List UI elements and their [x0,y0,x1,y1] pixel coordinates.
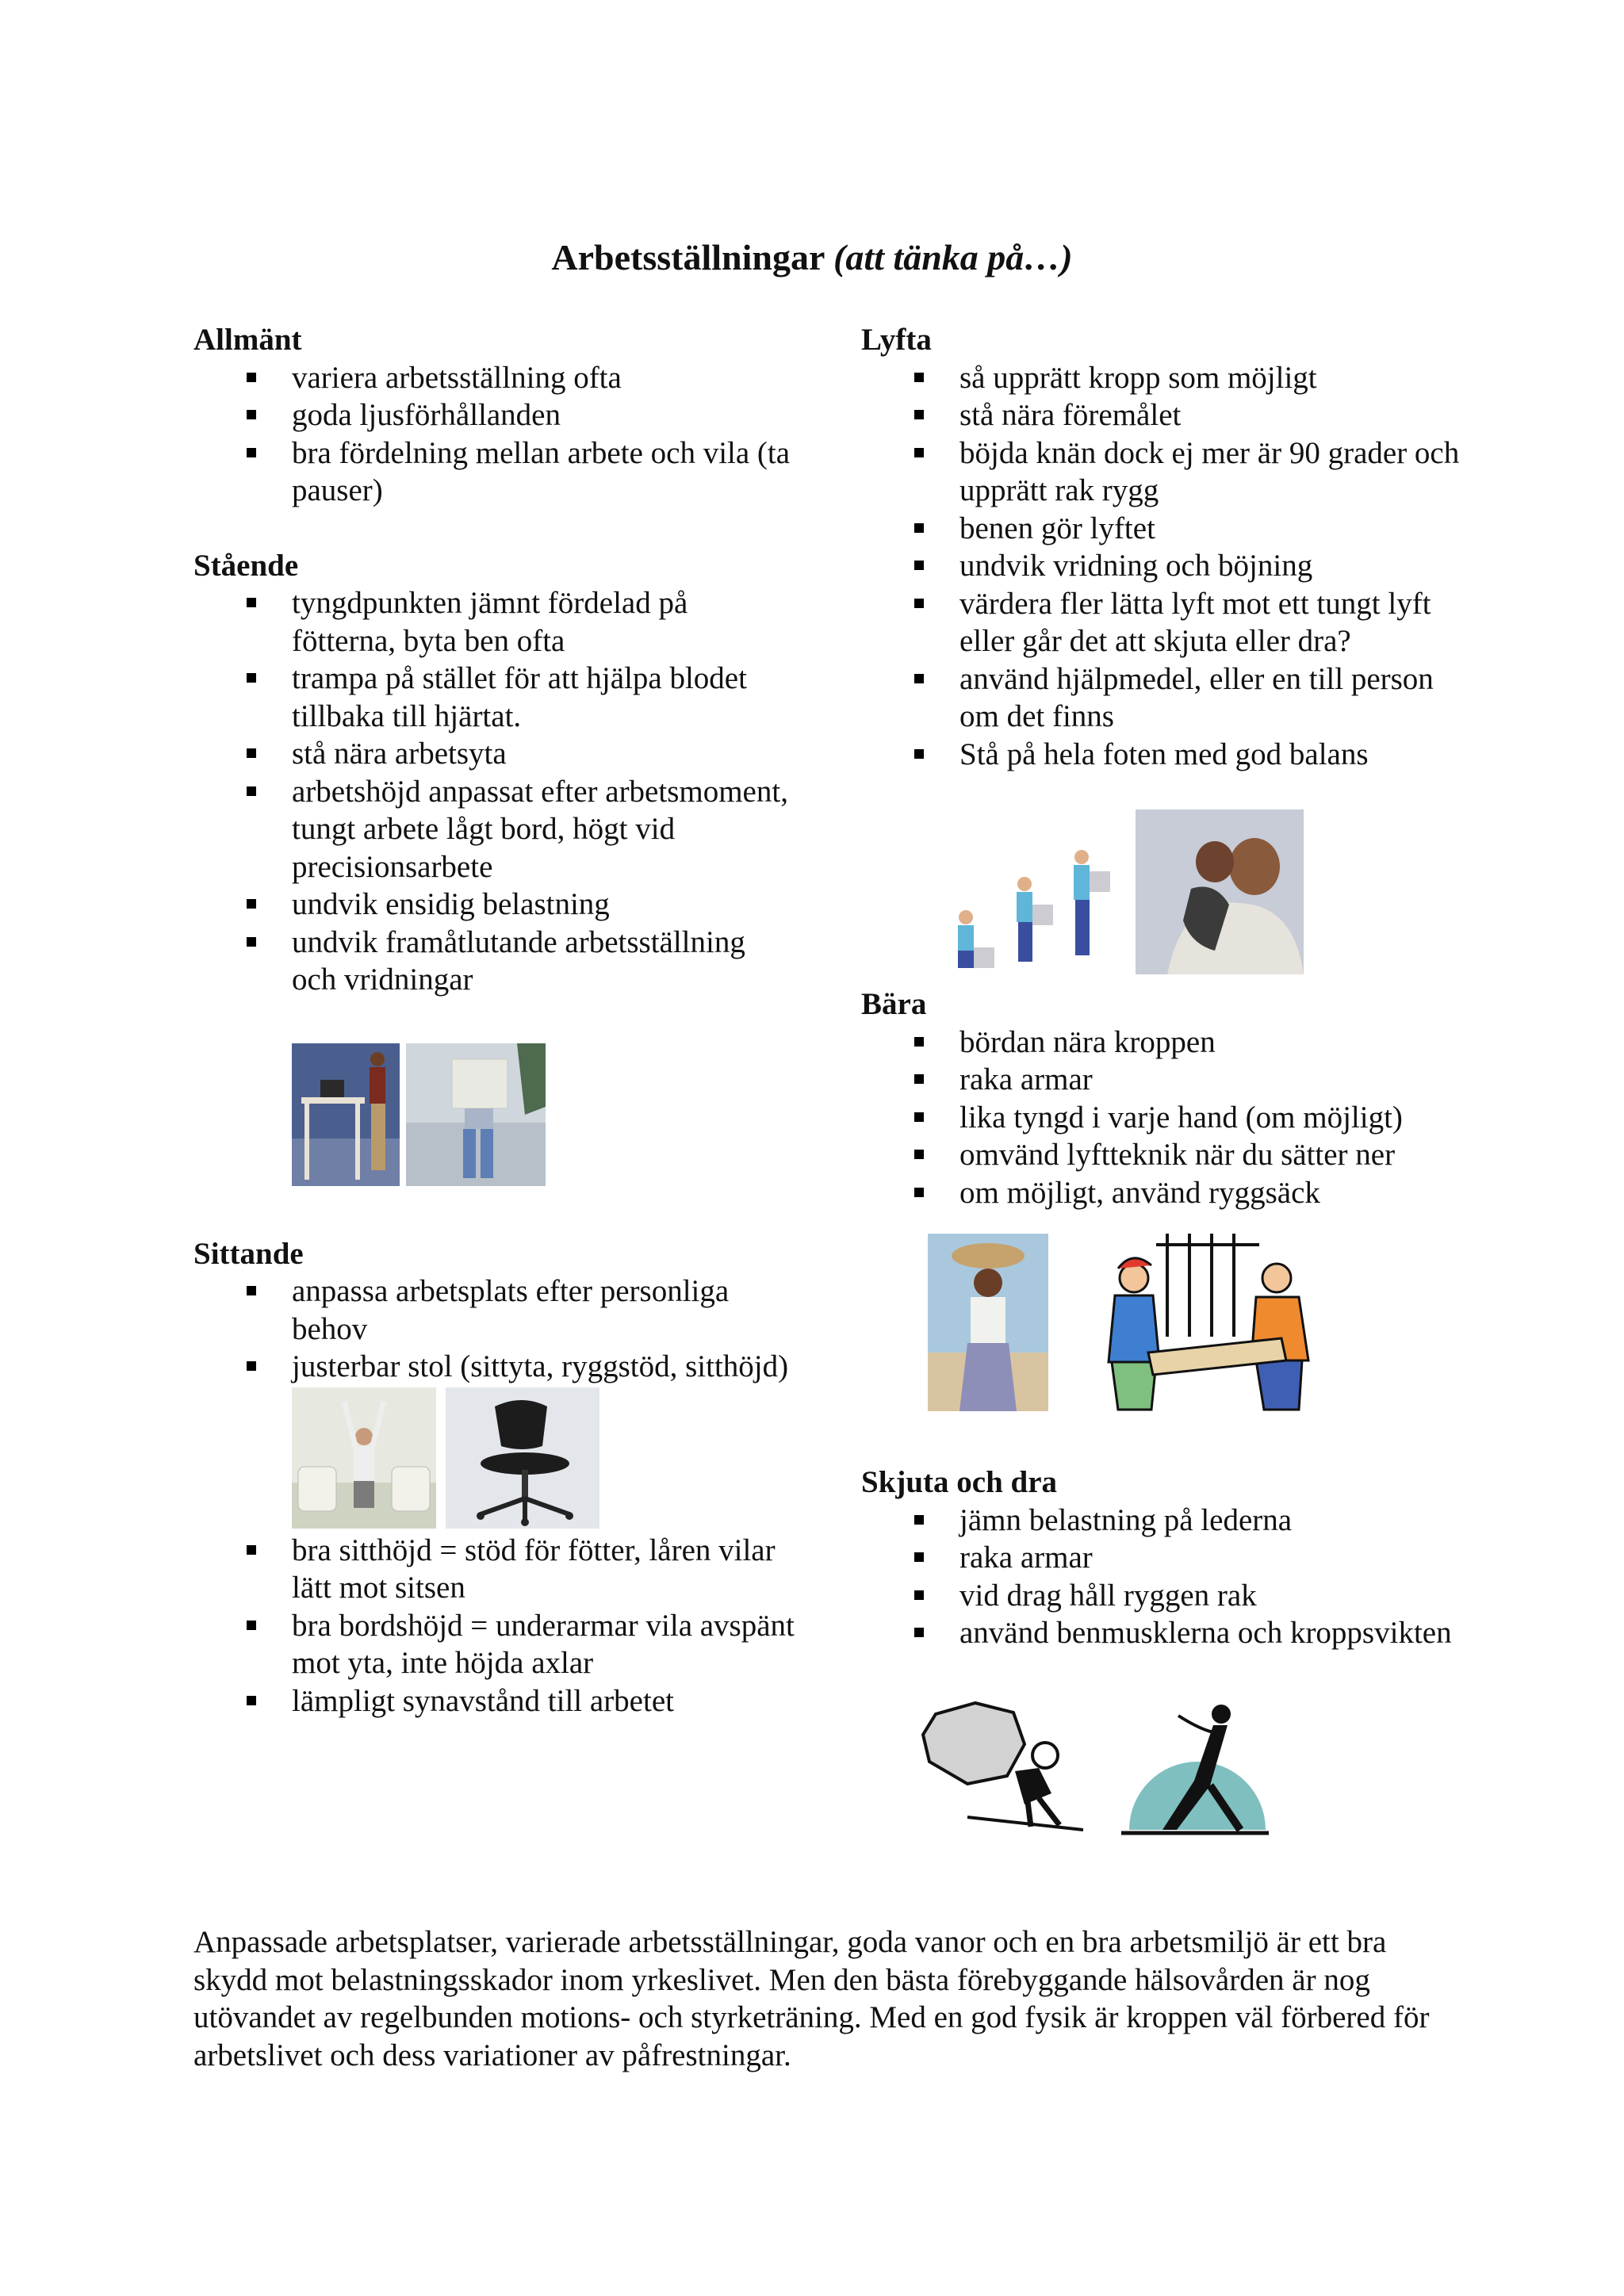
sitting-pictures [193,1387,796,1532]
list-item: tyngdpunkten jämnt fördelad på fötterna, byta ben ofta [193,584,796,660]
carrying-pictures [861,1234,1464,1464]
pulling-rope-clipart [1121,1698,1269,1838]
bullet-list [193,1532,796,1720]
list-item: justerbar stol (sittyta, ryggstöd, sitthöjd) [193,1348,796,1386]
stretching-person-photo [292,1387,436,1529]
list-item: böjda knän dock ej mer är 90 grader och upprätt rak rygg [861,434,1464,510]
office-chair-photo [446,1387,599,1529]
section-heading: Lyfta [861,323,932,357]
page-title [0,236,1624,278]
standing-pictures [193,1043,796,1202]
carrying-box-photo [406,1043,546,1186]
list-item: raka armar [861,1539,1464,1577]
list-item: lika tyngd i varje hand (om möjligt) [861,1099,1464,1137]
list-item: anpassa arbetsplats efter personliga behov [193,1272,796,1348]
list-item: bra sitthöjd = stöd för fötter, låren vilar lätt mot sitsen [193,1532,796,1607]
section-heading: Sittande [193,1236,304,1271]
list-item: benen gör lyftet [861,510,1464,548]
woman-carrying-basket-photo [928,1234,1048,1411]
pushing-pulling-pictures [861,1698,1464,1849]
list-item: undvik vridning och böjning [861,547,1464,585]
right-column [861,321,1464,1849]
lifting-pictures [861,809,1464,990]
list-item: arbetshöjd anpassat efter arbetsmoment, tungt arbete lågt bord, högt vid precisionsarbete [193,773,796,886]
list-item: lämpligt synavstånd till arbetet [193,1682,796,1720]
title-subtitle: (att tänka på…) [833,237,1073,277]
title-main: Arbetsställningar [551,237,825,277]
left-column [193,321,796,1720]
list-item: värdera fler lätta lyft mot ett tungt lyft eller går det att skjuta eller dra? [861,585,1464,660]
list-item: stå nära föremålet [861,396,1464,434]
section-heading: Allmänt [193,323,302,357]
section-staende [193,547,796,999]
list-item: omvänd lyftteknik när du sätter ner [861,1136,1464,1174]
standing-desk-photo [292,1043,400,1186]
list-item: om möjligt, använd ryggsäck [861,1174,1464,1212]
list-item: bra bordshöjd = underarmar vila avspänt mot yta, inte höjda axlar [193,1607,796,1682]
section-skjuta-och-dra [861,1464,1464,1652]
list-item: använd hjälpmedel, eller en till person om det finns [861,660,1464,736]
section-lyfta [861,321,1464,773]
list-item: trampa på stället för att hjälpa blodet tillbaka till hjärtat. [193,660,796,735]
list-item: bördan nära kroppen [861,1024,1464,1062]
pushing-boulder-clipart [920,1698,1083,1833]
bullet-list [861,359,1464,774]
list-item: stå nära arbetsyta [193,735,796,773]
bullet-list [193,1272,796,1386]
list-item: raka armar [861,1061,1464,1099]
bullet-list [193,359,796,510]
list-item: Stå på hela foten med god balans [861,736,1464,774]
section-sittande [193,1235,796,1720]
list-item: så upprätt kropp som möjligt [861,359,1464,397]
bullet-list [861,1502,1464,1652]
section-heading: Skjuta och dra [861,1465,1058,1499]
list-item: vid drag håll ryggen rak [861,1577,1464,1615]
list-item: undvik ensidig belastning [193,886,796,924]
section-allmant [193,321,796,510]
section-bara [861,985,1464,1211]
list-item: goda ljusförhållanden [193,396,796,434]
list-item: bra fördelning mellan arbete och vila (ta pauser) [193,434,796,510]
summary-paragraph: Anpassade arbetsplatser, varierade arbetsställningar, goda vanor och en bra arbetsmiljö är ett bra skydd mot belastningsskador inom yrkeslivet. Men den bästa förebyggande hälsovården är nog utövandet av regelbunden motions- och styrketräning. Med en god fysik är kroppen väl förbered för arbetslivet och dess variationer av påfrestningar. [193,1925,1430,2072]
list-item: jämn belastning på lederna [861,1502,1464,1540]
section-heading: Stående [193,548,299,583]
list-item: använd benmusklerna och kroppsvikten [861,1614,1464,1652]
list-item: undvik framåtlutande arbetsställning och vridningar [193,924,796,999]
list-item: variera arbetsställning ofta [193,359,796,397]
bullet-list [193,584,796,999]
bullet-list [861,1024,1464,1212]
section-heading: Bära [861,987,927,1021]
man-lifting-child-photo [1136,809,1304,974]
two-men-carrying-clipart [1101,1234,1323,1414]
